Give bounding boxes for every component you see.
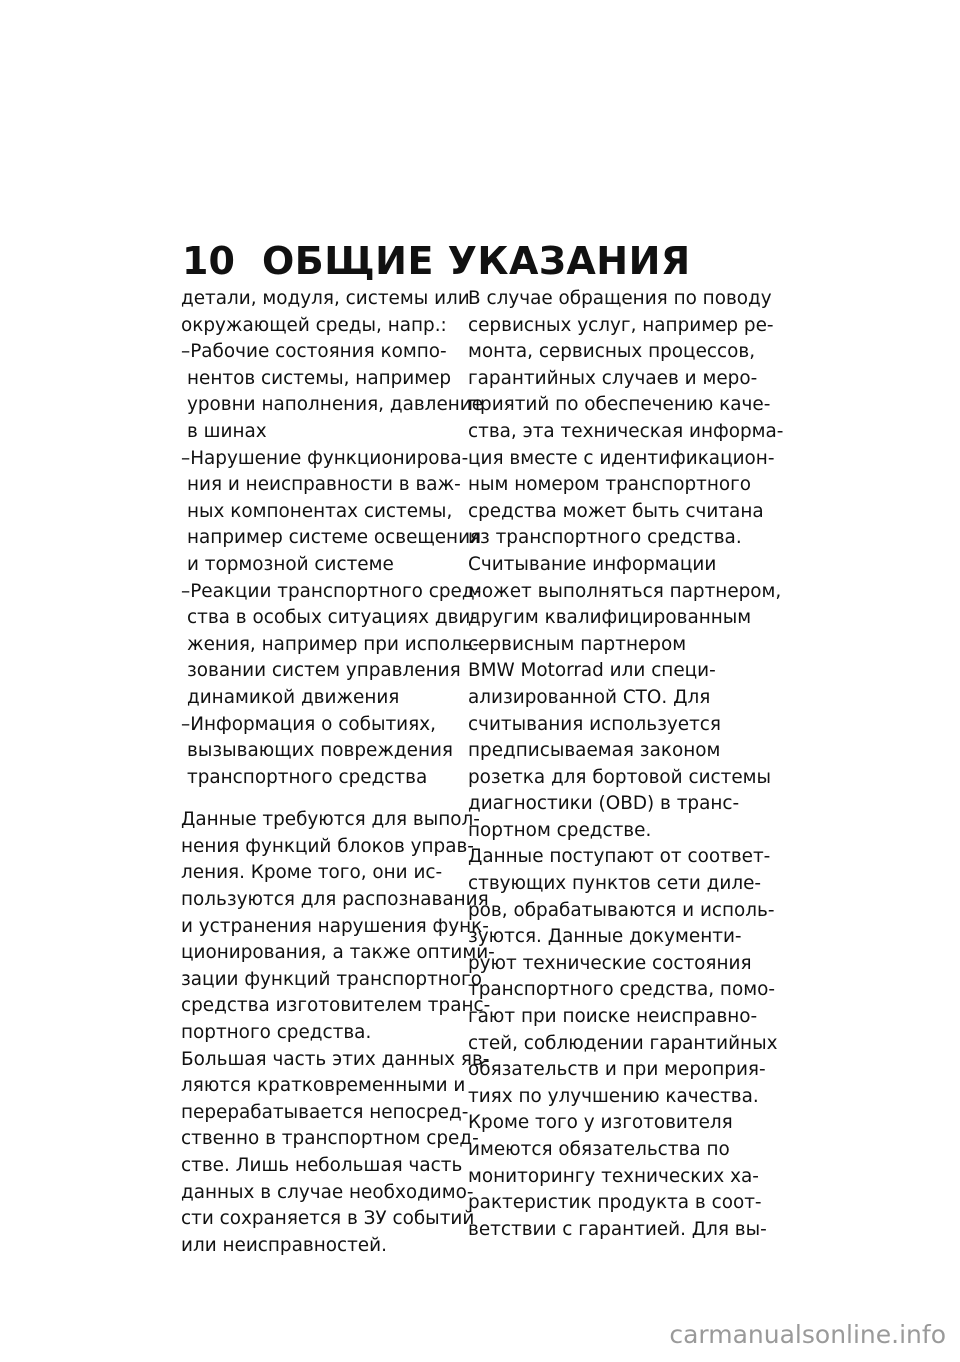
paragraph	[181, 807, 495, 1046]
bullet-line: зовании систем управления	[187, 660, 461, 682]
bullet-line: нентов системы, например	[187, 367, 452, 389]
text-line: сервисных услуг, например ре-	[468, 314, 774, 336]
bullet-line: уровни наполнения, давление	[187, 394, 484, 416]
text-line: пользуются для распознавания	[181, 889, 489, 911]
paragraph	[468, 1110, 767, 1243]
bullet-item	[181, 579, 482, 712]
text-line: Данные поступают от соответ-	[468, 846, 771, 868]
text-line: гают при поиске неисправно-	[468, 1006, 758, 1028]
text-line: детали, модуля, системы или	[181, 288, 470, 309]
text-line: розетка для бортовой системы	[468, 766, 772, 788]
text-line: BMW Motorrad или специ-	[468, 660, 716, 682]
text-line: В случае обращения по поводу	[468, 288, 772, 309]
text-line: ным номером транспортного	[468, 474, 752, 496]
text-line: другим квалифицированным	[468, 607, 752, 629]
text-line: ров, обрабатываются и исполь-	[468, 899, 775, 921]
text-line: и устранения нарушения функ-	[181, 915, 489, 937]
bullet-line: и тормозной системе	[187, 553, 394, 575]
bullet-line: ных компонентах системы,	[187, 500, 453, 522]
text-line: зуются. Данные документи-	[468, 926, 742, 948]
bullet-line: жения, например при исполь-	[187, 633, 480, 655]
bullet-line: –Рабочие состояния компо-	[181, 341, 447, 363]
bullet-line: –Нарушение функционирова-	[181, 447, 469, 469]
text-line: Большая часть этих данных яв-	[181, 1048, 490, 1070]
text-line: ализированной СТО. Для	[468, 686, 711, 708]
text-line: ция вместе с идентификацион-	[468, 447, 775, 469]
text-line: ционирования, а также оптими-	[181, 942, 495, 964]
text-line: Считывание информации	[468, 553, 717, 575]
bullet-line: вызывающих повреждения	[187, 740, 453, 762]
bullet-line: ства в особых ситуациях дви-	[187, 607, 478, 629]
bullet-line: транспортного средства	[187, 766, 428, 788]
text-line: средства может быть считана	[468, 500, 764, 522]
bullet-line: –Реакции транспортного сред-	[181, 580, 482, 602]
text-line: считывания используется	[468, 713, 721, 735]
text-line: обязательств и при мероприя-	[468, 1059, 766, 1081]
page-title: ОБЩИЕ УКАЗАНИЯ	[262, 239, 691, 283]
text-line: может выполняться партнером,	[468, 580, 782, 602]
text-line: ляются кратковременными и	[181, 1075, 466, 1097]
bullet-line: например системе освещения	[187, 527, 482, 549]
bullet-line: в шинах	[187, 420, 267, 442]
text-line: мониторингу технических ха-	[468, 1165, 759, 1187]
text-line: ветствии с гарантией. Для вы-	[468, 1218, 767, 1240]
text-line: монта, сервисных процессов,	[468, 341, 756, 363]
text-line: или неисправностей.	[181, 1234, 387, 1256]
watermark: carmanualsonline.info	[669, 1320, 946, 1349]
text-line: Кроме того у изготовителя	[468, 1112, 733, 1134]
text-line: стей, соблюдении гарантийных	[468, 1032, 778, 1054]
bullet-line: динамикой движения	[187, 686, 400, 708]
paragraph	[468, 552, 782, 845]
paragraph	[468, 844, 778, 1110]
text-line: стве. Лишь небольшая часть	[181, 1155, 463, 1176]
text-line: гарантийных случаев и меро-	[468, 367, 758, 389]
text-line: приятий по обеспечению каче-	[468, 394, 771, 416]
text-line: средства изготовителем транс-	[181, 995, 491, 1017]
bullet-line: ния и неисправности в важ-	[187, 474, 461, 496]
text-line: сервисным партнером	[468, 633, 687, 655]
text-line: руют технические состояния	[468, 952, 752, 974]
bullet-item	[181, 339, 484, 445]
text-line: данных в случае необходимо-	[181, 1181, 474, 1203]
left-column	[181, 286, 495, 1259]
text-line: ственно в транспортном сред-	[181, 1128, 479, 1150]
text-line: ствующих пунктов сети диле-	[468, 873, 762, 895]
text-line: портном средстве.	[468, 819, 652, 841]
page-number: 10	[182, 239, 235, 283]
bullet-item	[181, 712, 456, 792]
text-line: из транспортного средства.	[468, 527, 742, 549]
right-column	[468, 286, 784, 1243]
text-line: рактеристик продукта в соот-	[468, 1192, 762, 1214]
text-line: ства, эта техническая информа-	[468, 420, 784, 442]
text-line: Данные требуются для выпол-	[181, 809, 480, 831]
bullet-line: –Информация о событиях,	[181, 713, 436, 735]
bullet-item	[181, 446, 482, 579]
text-line: ления. Кроме того, они ис-	[181, 862, 443, 884]
text-line: окружающей среды, напр.:	[181, 314, 447, 336]
text-line: перерабатывается непосред-	[181, 1101, 469, 1123]
text-line: нения функций блоков управ-	[181, 835, 474, 857]
text-line: зации функций транспортного	[181, 968, 482, 990]
paragraph	[181, 1047, 490, 1260]
text-line: портного средства.	[181, 1022, 372, 1044]
text-line: тиях по улучшению качества.	[468, 1085, 759, 1107]
text-line: предписываемая законом	[468, 740, 721, 762]
text-line: диагностики (OBD) в транс-	[468, 793, 740, 815]
text-line: транспортного средства, помо-	[468, 979, 775, 1001]
text-line: сти сохраняется в ЗУ событий	[181, 1208, 475, 1230]
text-line: имеются обязательства по	[468, 1139, 730, 1160]
paragraph	[468, 286, 784, 552]
